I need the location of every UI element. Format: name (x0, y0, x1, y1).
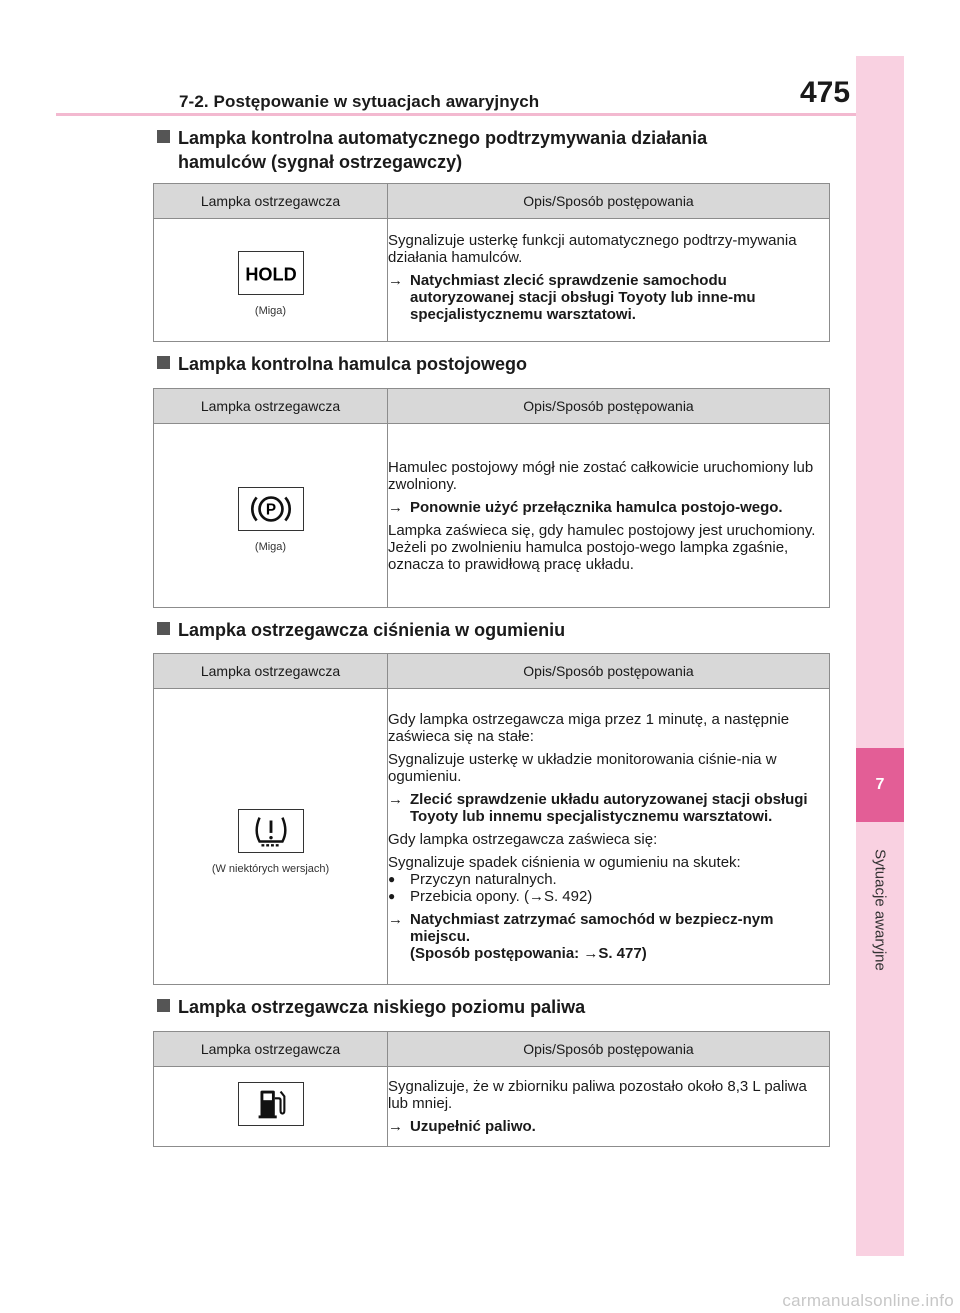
column-header-description: Opis/Sposób postępowania (388, 654, 830, 689)
heading-low-fuel: Lampka ostrzegawcza niskiego poziomu paliwa (157, 995, 585, 1019)
description-text: Gdy lampka ostrzegawcza zaświeca się: (388, 831, 658, 848)
description-text: Sygnalizuje usterkę funkcji automatycznego podtrzy-mywania działania hamulców. (388, 231, 797, 266)
bullet-icon: ● (388, 889, 396, 903)
square-bullet-icon (157, 622, 170, 635)
auto-hold-table (153, 183, 830, 342)
description-text: Sygnalizuje, że w zbiorniku paliwa pozostało około 8,3 L paliwa lub mniej. (388, 1078, 807, 1112)
column-header-lamp: Lampka ostrzegawcza (154, 654, 388, 689)
section-title: 7-2. Postępowanie w sytuacjach awaryjnych (179, 92, 540, 111)
icon-caption: (Miga) (254, 540, 287, 553)
description-text: Lampka zaświeca się, gdy hamulec postojowy jest uruchomiony. Jeżeli po zwolnieniu hamulca postojo-wego lampka zgaśnie, oznacza to prawidłową pracę układu. (388, 521, 816, 573)
page-number: 475 (800, 76, 851, 109)
chapter-label: Sytuacje awaryjne (871, 849, 889, 971)
action-line: → Natychmiast zlecić sprawdzenie samochodu autoryzowanej stacji obsługi Toyoty lub inne-mu specjalistycznemu warsztatowi. (388, 271, 756, 323)
chapter-number-box (856, 748, 904, 822)
header-divider (56, 113, 856, 116)
arrow-icon: → (388, 271, 403, 289)
square-bullet-icon (157, 356, 170, 369)
description-text: Hamulec postojowy mógł nie zostać całkowicie uruchomiony lub zwolniony. (388, 458, 814, 493)
square-bullet-icon (157, 999, 170, 1012)
description-text: Sygnalizuje spadek ciśnienia w ogumieniu na skutek: (388, 854, 741, 871)
parking-brake-table (153, 388, 830, 608)
action-line: → Ponownie użyć przełącznika hamulca postojo-wego. (388, 498, 783, 516)
icon-caption: (W niektórych wersjach) (211, 862, 330, 875)
action-line: → Zlecić sprawdzenie układu autoryzowanej stacji obsługi Toyoty lub innemu specjalistycznemu warsztatowi. (388, 791, 808, 825)
description-text: Gdy lampka ostrzegawcza miga przez 1 minutę, a następnie zaświeca się na stałe: (388, 711, 790, 745)
chapter-side-tab (856, 56, 904, 1256)
svg-text:HOLD: HOLD (244, 264, 297, 285)
column-header-description: Opis/Sposób postępowania (388, 389, 830, 424)
parking-brake-icon (238, 487, 304, 531)
square-bullet-icon (157, 130, 170, 143)
low-fuel-table (153, 1031, 830, 1147)
watermark: carmanualsonline.info (782, 1291, 954, 1310)
icon-caption: (Miga) (254, 305, 287, 317)
hold-icon (238, 251, 304, 295)
column-header-lamp: Lampka ostrzegawcza (154, 184, 388, 219)
arrow-icon: → (388, 1118, 403, 1135)
action-line: → Uzupełnić paliwo. (388, 1118, 536, 1135)
bullet-icon: ● (388, 872, 396, 886)
heading-parking-brake: Lampka kontrolna hamulca postojowego (157, 352, 527, 376)
column-header-description: Opis/Sposób postępowania (388, 184, 830, 219)
bullet-item: ● Przyczyn naturalnych. (388, 871, 557, 888)
column-header-lamp: Lampka ostrzegawcza (154, 1032, 388, 1067)
arrow-icon: → (388, 498, 403, 516)
column-header-description: Opis/Sposób postępowania (388, 1032, 830, 1067)
arrow-icon: → (388, 911, 403, 928)
bullet-item: ● Przebicia opony. (→S. 492) (388, 888, 593, 905)
chapter-number: 7 (875, 776, 885, 793)
fuel-pump-icon (238, 1082, 304, 1126)
tire-pressure-table (153, 653, 830, 985)
heading-auto-hold: Lampka kontrolna automatycznego podtrzymywania działania hamulców (sygnał ostrzegawczy) (157, 126, 707, 174)
tire-pressure-icon (238, 809, 304, 853)
action-reference: (Sposób postępowania: →S. 477) (410, 945, 647, 962)
arrow-icon: → (388, 791, 403, 808)
action-line: → Natychmiast zatrzymać samochód w bezpiecz-nym miejscu. (388, 911, 774, 945)
heading-tire-pressure: Lampka ostrzegawcza ciśnienia w ogumieniu (157, 618, 565, 642)
column-header-lamp: Lampka ostrzegawcza (154, 389, 388, 424)
svg-text:P: P (265, 501, 276, 519)
description-text: Sygnalizuje usterkę w układzie monitorowania ciśnie-nia w ogumieniu. (388, 751, 777, 785)
